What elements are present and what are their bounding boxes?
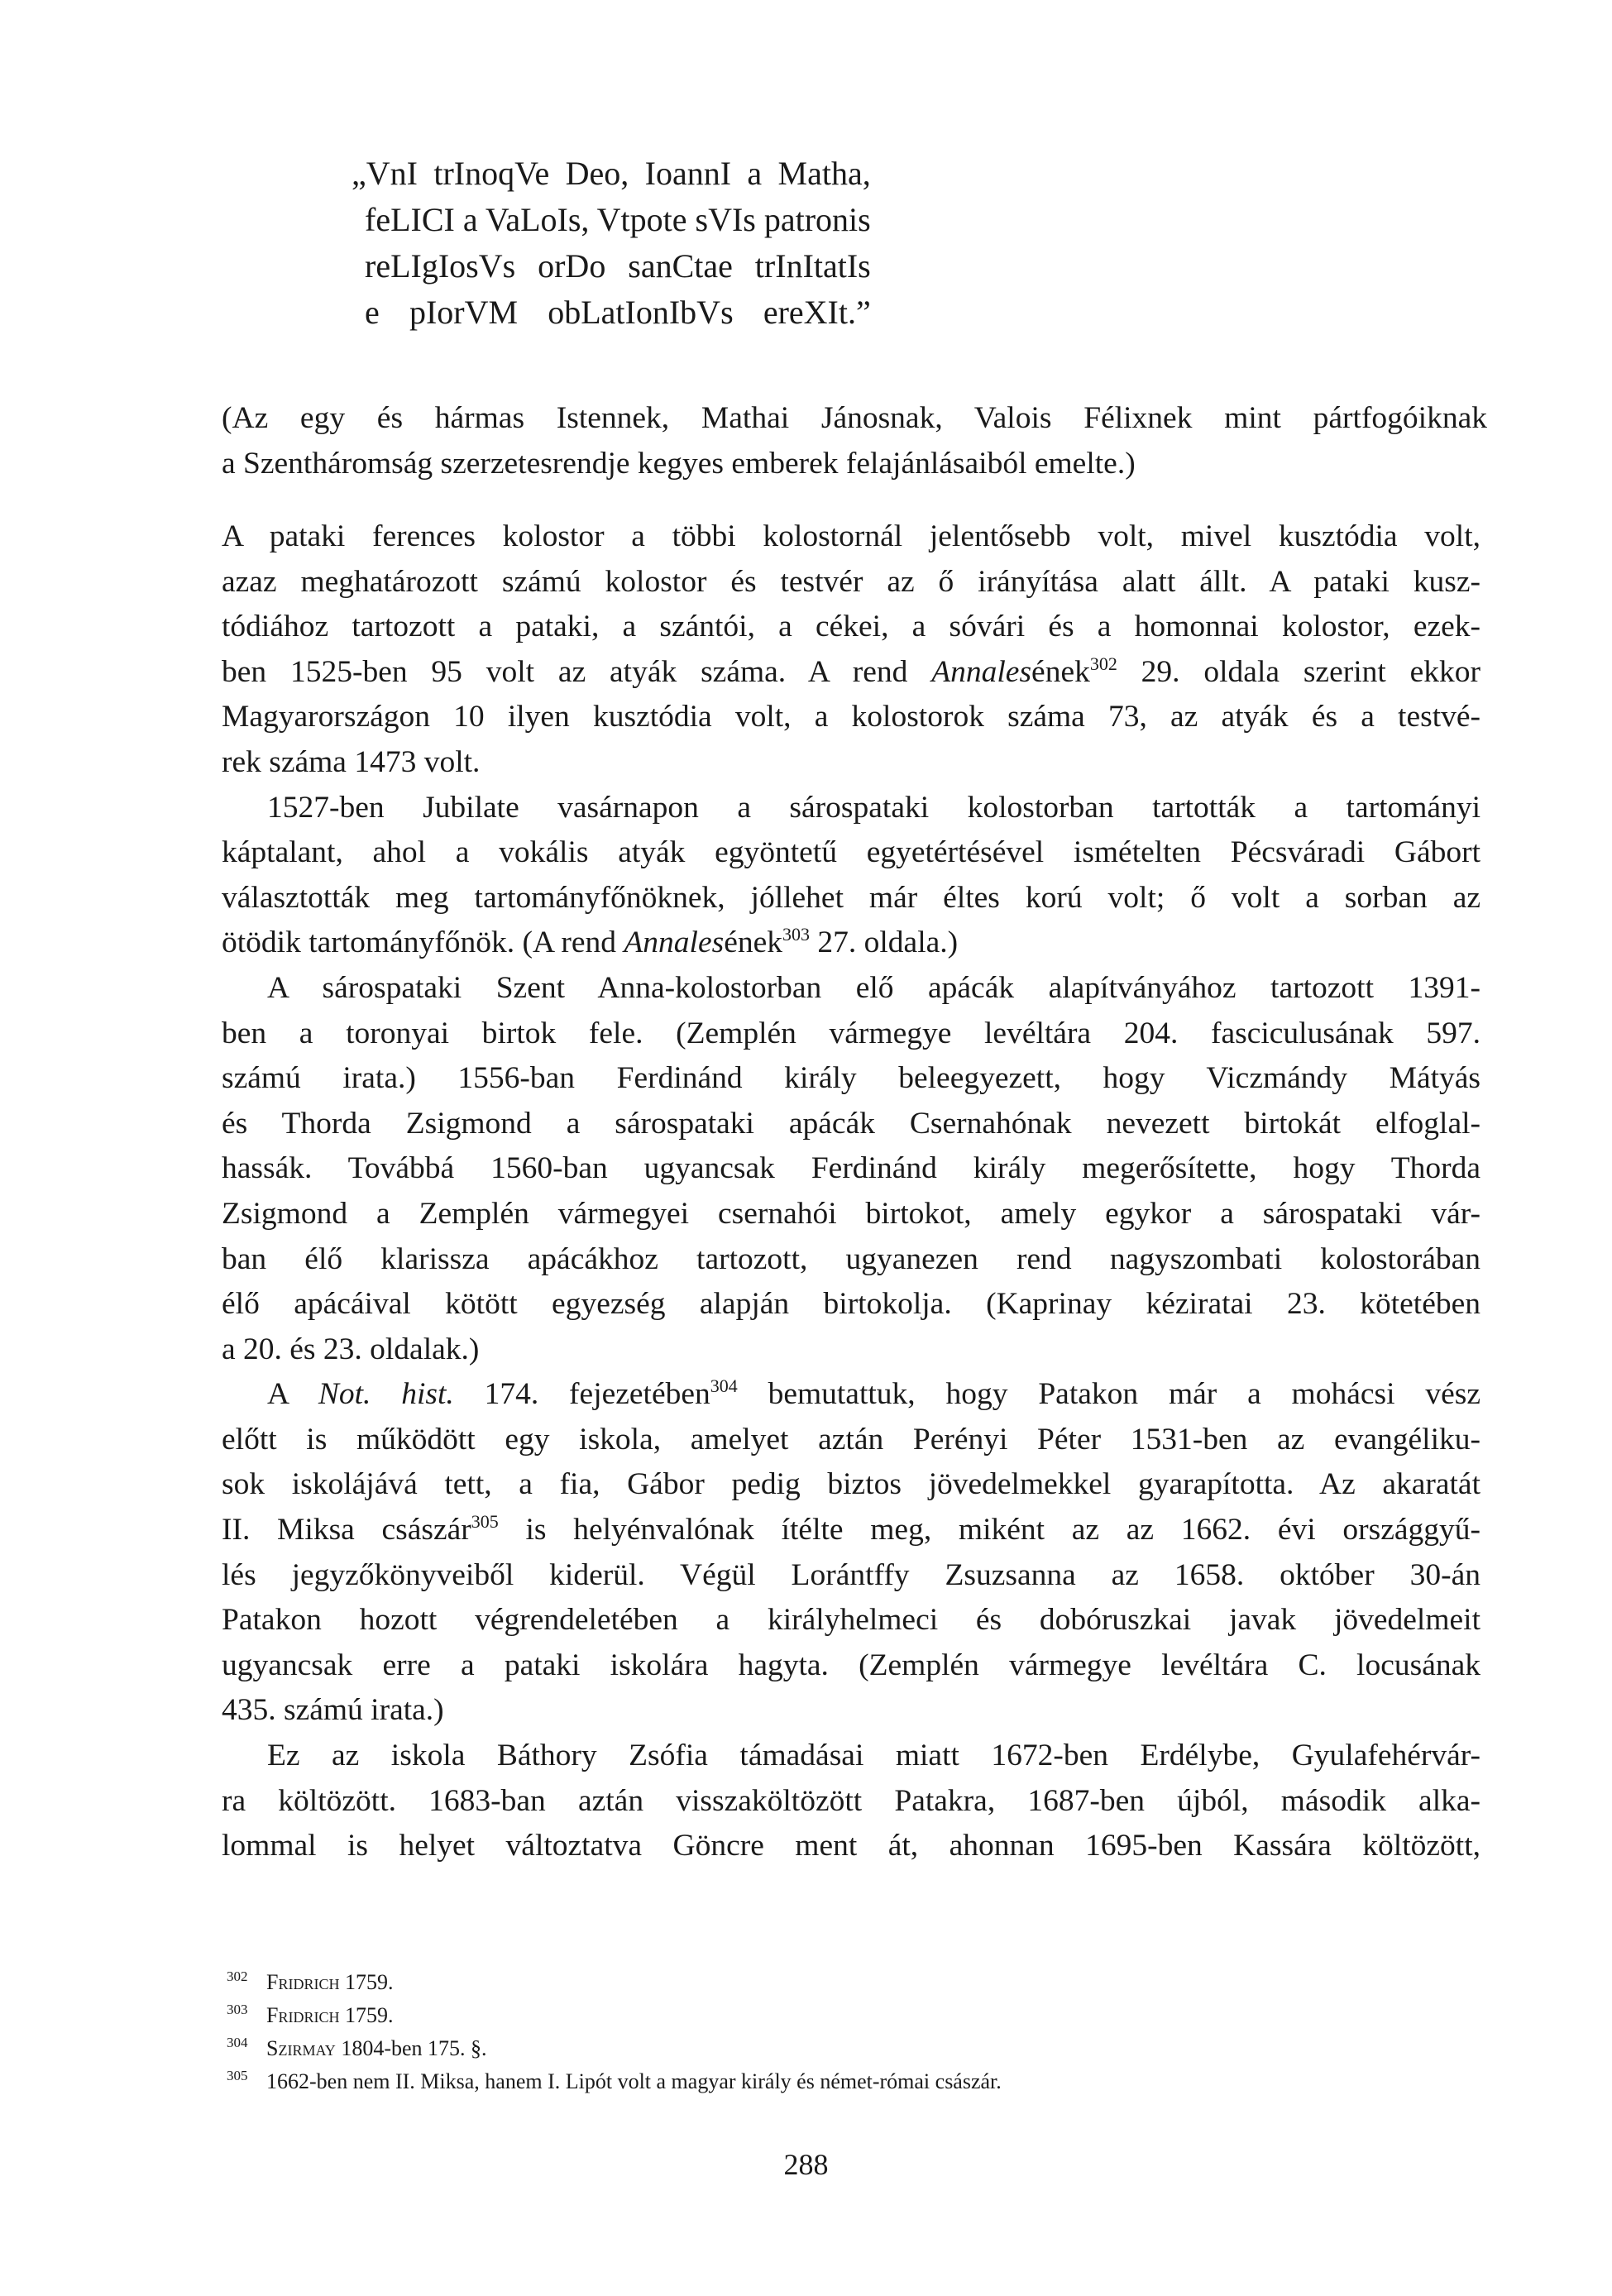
body-line: A Not. hist. 174. fejezetében$^{304}$ bemutattuk, hogy Patakon már a mohácsi vész bbox=[267, 1375, 1480, 1412]
body-line: ugyancsak erre a pataki iskolára hagyta. (Zemplén vármegye levéltára C. locusának bbox=[222, 1648, 1480, 1682]
quote-line: e pIorVM obLatIonIbVs ereXIt.” bbox=[365, 294, 871, 331]
body-line: Zsigmond a Zemplén vármegyei csernahói birtokot, amely egykor a sárospataki vár- bbox=[222, 1196, 1480, 1231]
quote-line: „VnI trInoqVe Deo, IoannI a Matha, bbox=[352, 155, 871, 192]
footnote: 303 Fridrich 1759. bbox=[227, 1999, 1002, 2032]
body-line: előtt is működött egy iskola, amelyet aztán Perényi Péter 1531-ben az evangéliku- bbox=[222, 1422, 1480, 1457]
footnote-number: 304 bbox=[227, 2035, 248, 2050]
body-line: Ez az iskola Báthory Zsófia támadásai miatt 1672-ben Erdélybe, Gyulafehérvár- bbox=[267, 1739, 1480, 1773]
body-line: ban élő klarissza apácákhoz tartozott, ugyanezen rend nagyszombati kolostorában bbox=[222, 1241, 1480, 1276]
italic-title: Annales bbox=[931, 654, 1032, 689]
body-line: választották meg tartományfőnöknek, jóllehet már éltes korú volt; ő volt a sorban az bbox=[222, 880, 1480, 915]
quote-translation bbox=[222, 395, 1487, 486]
translation-line: (Az egy és hármas Istennek, Mathai Jánosnak, Valois Félixnek mint pártfogóiknak bbox=[222, 401, 1487, 435]
body-line: sok iskolájává tett, a fia, Gábor pedig biztos jövedelmekkel gyarapította. Az akaratát bbox=[222, 1467, 1480, 1502]
quote-line: feLICI a VaLoIs, Vtpote sVIs patronis bbox=[365, 201, 871, 238]
footnote-ref[interactable]: 304 bbox=[710, 1375, 738, 1397]
body-line: A pataki ferences kolostor a többi kolostornál jelentősebb volt, mivel kusztódia volt, bbox=[222, 519, 1480, 553]
footnote-number: 303 bbox=[227, 2002, 248, 2017]
body-line: ben a toronyai birtok fele. (Zemplén vármegye levéltára 204. fasciculusának 597. bbox=[222, 1016, 1480, 1050]
page-number: 288 bbox=[783, 2148, 829, 2181]
footnote: 305 1662-ben nem II. Miksa, hanem I. Lipót volt a magyar király és német-római császár. bbox=[227, 2065, 1002, 2098]
body-line: Magyarországon 10 ilyen kusztódia volt, a kolostorok száma 73, az atyák és a testvé- bbox=[222, 700, 1480, 734]
body-line: rek száma 1473 volt. bbox=[222, 744, 481, 779]
footnote: 304 Szirmay 1804-ben 175. §. bbox=[227, 2032, 1002, 2065]
body-line: ben 1525-ben 95 volt az atyák száma. A rend Annalesének$^{302}$ 29. oldala szerint ekkor bbox=[222, 653, 1480, 689]
footnote-ref[interactable]: 302 bbox=[1089, 653, 1117, 674]
body-line: káptalant, ahol a vokális atyák egyöntetű egyetértésével ismételten Pécsváradi Gábort bbox=[222, 835, 1480, 870]
footnote-number: 305 bbox=[227, 2068, 248, 2083]
body-line: hassák. Továbbá 1560-ban ugyancsak Ferdinánd király megerősítette, hogy Thorda bbox=[222, 1151, 1480, 1186]
footnotes bbox=[227, 1966, 1002, 2098]
footnote: 302 Fridrich 1759. bbox=[227, 1966, 1002, 1999]
author-name: Szirmay bbox=[266, 2036, 336, 2060]
body-line: II. Miksa császár$^{305}$ is helyénvalónak ítélte meg, miként az az 1662. évi országgyű- bbox=[222, 1511, 1480, 1547]
body-line: ra költözött. 1683-ban aztán visszaköltözött Patakra, 1687-ben újból, második alka- bbox=[222, 1783, 1480, 1818]
author-name: Fridrich bbox=[266, 1970, 340, 1994]
body-line: és Thorda Zsigmond a sárospataki apácák Csernahónak nevezett birtokát elfoglal- bbox=[222, 1106, 1480, 1141]
quote-line: reLIgIosVs orDo sanCtae trInItatIs bbox=[365, 247, 871, 285]
footnote-ref[interactable]: 303 bbox=[782, 924, 810, 945]
body-line: lés jegyzőkönyveiből kiderül. Végül Lorántffy Zsuzsanna az 1658. október 30-án bbox=[222, 1557, 1480, 1592]
body-line: A sárospataki Szent Anna-kolostorban elő apácák alapítványához tartozott 1391- bbox=[267, 970, 1480, 1005]
body-line: tódiához tartozott a pataki, a szántói, a cékei, a sóvári és a homonnai kolostor, ezek- bbox=[222, 610, 1480, 644]
author-name: Fridrich bbox=[266, 2003, 340, 2027]
body-line: számú irata.) 1556-ban Ferdinánd király beleegyezett, hogy Viczmándy Mátyás bbox=[222, 1061, 1480, 1096]
body-line: 435. számú irata.) bbox=[222, 1693, 444, 1728]
italic-title: Not. hist. bbox=[318, 1377, 454, 1412]
body-line: 1527-ben Jubilate vasárnapon a sárospataki kolostorban tartották a tartományi bbox=[267, 790, 1480, 825]
body-line: Patakon hozott végrendeletében a királyhelmeci és dobóruszkai javak jövedelmeit bbox=[222, 1603, 1480, 1638]
body-text bbox=[222, 514, 1480, 1869]
italic-title: Annales bbox=[624, 926, 725, 960]
footnote-number: 302 bbox=[227, 1968, 248, 1984]
body-line: azaz meghatározott számú kolostor és testvér az ő irányítása alatt állt. A pataki kusz- bbox=[222, 564, 1480, 599]
footnote-ref[interactable]: 305 bbox=[471, 1511, 499, 1533]
body-line: a 20. és 23. oldalak.) bbox=[222, 1332, 480, 1366]
body-line: lommal is helyet változtatva Göncre ment át, ahonnan 1695-ben Kassára költözött, bbox=[222, 1829, 1480, 1863]
translation-line: a Szentháromság szerzetesrendje kegyes emberek felajánlásaiból emelte.) bbox=[222, 447, 1136, 481]
latin-chronogram-quote bbox=[352, 151, 871, 336]
body-line: élő apácáival kötött egyezség alapján birtokolja. (Kaprinay kéziratai 23. kötetében bbox=[222, 1287, 1480, 1322]
body-line: ötödik tartományfőnök. (A rend Annalesének$^{303}$ 27. oldala.) bbox=[222, 924, 959, 960]
